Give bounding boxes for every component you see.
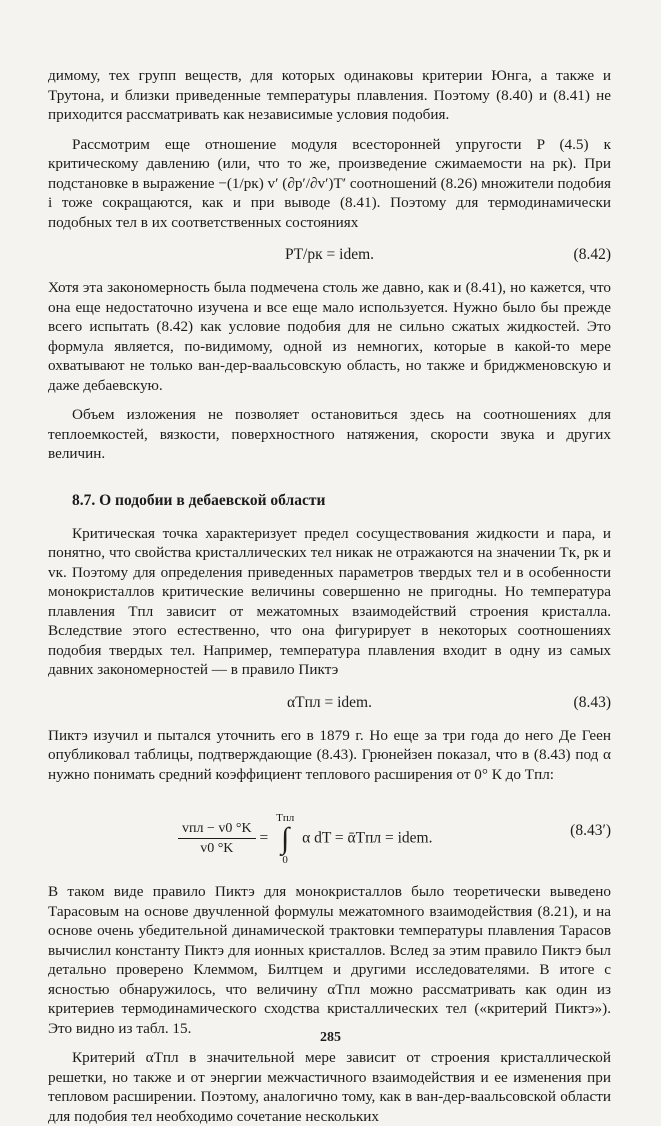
paragraph-7: В таком виде правило Пиктэ для монокристаллов было теоретически выведено Тарасовым на основе двучленной формулы межатомного взаимодействия (8.21), и на основе очень убедительной динамической трактовки температуры плавления Тарасов вычислил константу Пиктэ для ионных кристаллов. Вслед за этим правило Пиктэ был детально проверено Клеммом, Билтцем и другими исследователями. В итоге с ясностью обнаружилось, что величину αTпл можно рассматривать как один из критериев термодинамического сходства кристаллических тел («критерий Пиктэ»). Это видно из табл. 15. (48, 883, 611, 1037)
paragraph-3: Хотя эта закономерность была подмечена столь же давно, как и (8.41), но кажется, что она еще недостаточно изучена и все еще мало используется. Нужно было бы прежде всего испытать (8.42) как условие подобия для не сильно сжатых жидкостей. Это формула является, по-видимому, одной из немногих, которые в какой-то мере охватывают не только ван-дер-ваальсовскую область, но также и бриджменовскую и даже дебаевскую. (48, 279, 611, 394)
integral-upper-limit: Tпл (276, 812, 295, 824)
integral-sign-icon: ∫ (281, 822, 290, 855)
fraction-numerator: vпл − v0 °K (178, 821, 256, 839)
formula-8-43 (48, 690, 611, 720)
fraction-denominator: v0 °K (200, 841, 234, 856)
formula-8-43-prime-number: (8.43′) (570, 822, 611, 839)
formula-8-43-number: (8.43) (573, 693, 611, 711)
paragraph-4: Объем изложения не позволяет остановиться здесь на соотношениях для теплоемкостей, вязкости, поверхностного натяжения, скорости звука и других величин. (48, 406, 611, 462)
paragraph-8: Критерий αTпл в значительной мере зависит от строения кристаллической решетки, но также и от энергии межчастичного взаимодействия и ее изменения при тепловом расширении. Поэтому, аналогично тому, как в ван-дер-ваальсовской области для подобия тел необходимо сочетание нескольких (48, 1049, 611, 1125)
paragraph-1: димому, тех групп веществ, для которых одинаковы критерии Юнга, а также и Трутона, и близки приведенные температуры плавления. Поэтому (8.40) и (8.41) не приходится рассматривать как независимые условия подобия. (48, 67, 611, 123)
formula-8-43-expression: αTпл = idem. (287, 693, 372, 711)
formula-8-43-prime-expression (178, 812, 432, 866)
section-heading: 8.7. О подобии в дебаевской области (72, 491, 326, 509)
fraction (178, 821, 256, 857)
paragraph-2: Рассмотрим еще отношение модуля всесторонней упругости P (4.5) к критическому давлению (или, что то же, произведение сжимаемости на pк). При подстановке в выражение −(1/pк) v′ (∂p′/∂v′)T′ соотношений (8.26) множители подобия i тоже сокращаются, как и при выводе (8.41). Поэтому для термодинамически подобных тел в их соответственных состояниях (48, 135, 611, 231)
integrand: α dT = ᾱTпл = idem. (302, 829, 433, 847)
equals-sign: = (259, 829, 269, 847)
integral-lower-limit: 0 (282, 854, 288, 866)
formula-8-42 (48, 242, 611, 272)
integral (276, 812, 294, 866)
formula-8-42-number: (8.42) (573, 246, 611, 263)
page-number: 285 (320, 1030, 341, 1045)
paragraph-6: Пиктэ изучил и пытался уточнить его в 1879 г. Но еще за три года до него Де Геен опубликовал таблицы, подтверждающие (8.43). Грюнейзен показал, что в (8.43) под α нужно понимать средний коэффициент теплового расширения от 0° К до Tпл: (48, 726, 611, 783)
paragraph-5: Критическая точка характеризует предел сосуществования жидкости и пара, и понятно, что свойства кристаллических тел никак не отражаются на значении Tк, pк и vк. Поэтому для определения приведенных параметров твердых тел и в особенности монокристаллов критические величины совершенно не пригодны. Но температура плавления Tпл зависит от межатомных взаимодействий строения кристалла. Вследствие этого естественно, что она фигурирует в некоторых соотношениях подобия твердых тел. Например, температура плавления входит в одну из самых давних закономерностей — в правило Пиктэ (48, 524, 611, 678)
formula-8-43-prime (48, 794, 611, 872)
formula-8-42-expression: PT/pк = idem. (284, 246, 375, 263)
